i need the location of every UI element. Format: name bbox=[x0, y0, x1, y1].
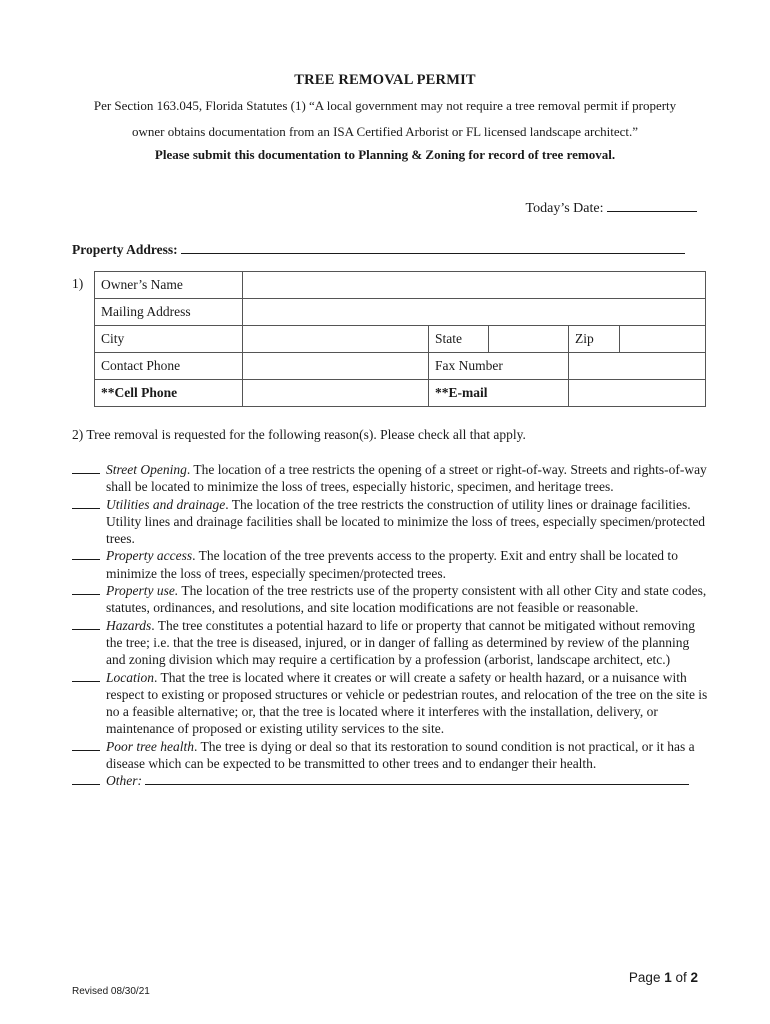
reason-title: Hazards bbox=[106, 617, 152, 633]
other-reason-field[interactable] bbox=[145, 772, 689, 785]
fax-number-label: Fax Number bbox=[429, 353, 569, 380]
reason-item bbox=[72, 496, 712, 548]
reason-text: . The location of a tree restricts the opening of a street or right-of-way. Streets and rights-of-way shall be located to minimize the loss of trees, especially historic, specimen, and heritage trees. bbox=[106, 462, 707, 495]
cell-phone-field[interactable] bbox=[243, 380, 429, 407]
reason-text: . The tree is dying or deal so that its restoration to sound condition is not practical, or it has a disease which can be expected to be transmitted to other trees and to endanger their health. bbox=[106, 738, 695, 772]
owner-name-label: Owner’s Name bbox=[95, 272, 243, 299]
property-address-row bbox=[72, 240, 685, 258]
reason-title: Poor tree health bbox=[106, 738, 194, 754]
property-address-label: Property Address: bbox=[72, 242, 178, 257]
mailing-address-field[interactable] bbox=[243, 299, 706, 326]
reason-title: Street Opening bbox=[106, 462, 187, 477]
reason-checkbox-line[interactable] bbox=[72, 496, 100, 509]
reason-title: Utilities and drainage bbox=[106, 496, 226, 512]
reason-other-item bbox=[72, 772, 712, 789]
page-total: 2 bbox=[690, 970, 698, 985]
contact-phone-label: Contact Phone bbox=[95, 353, 243, 380]
mailing-address-row bbox=[95, 299, 706, 326]
owner-name-field[interactable] bbox=[243, 272, 706, 299]
fax-number-field[interactable] bbox=[569, 353, 706, 380]
reason-item bbox=[72, 738, 712, 773]
page-title: TREE REMOVAL PERMIT bbox=[294, 72, 476, 88]
section-1-number: 1) bbox=[72, 276, 84, 291]
reason-checkbox-line[interactable] bbox=[72, 547, 100, 560]
cell-phone-label: **Cell Phone bbox=[95, 380, 243, 407]
email-field[interactable] bbox=[569, 380, 706, 407]
reason-checkbox-line[interactable] bbox=[72, 582, 100, 595]
reason-title: Property use. bbox=[106, 583, 179, 599]
contact-phone-field[interactable] bbox=[243, 353, 429, 380]
reason-checkbox-line[interactable] bbox=[72, 461, 100, 474]
reason-item bbox=[72, 617, 712, 669]
reason-checkbox-line[interactable] bbox=[72, 738, 100, 751]
submission-instruction: Please submit this documentation to Planning & Zoning for record of tree removal. bbox=[154, 147, 616, 162]
reason-checkbox-line[interactable] bbox=[72, 772, 100, 785]
state-field[interactable] bbox=[489, 326, 569, 353]
reason-item bbox=[72, 669, 712, 738]
reason-text: . The location of the tree prevents access to the property. Exit and entry shall be located to minimize the loss of trees, especially specimen/protected trees. bbox=[106, 548, 678, 581]
intro-text-line-2: owner obtains documentation from an ISA Certified Arborist or FL licensed landscape architect.” bbox=[131, 124, 638, 139]
property-address-field[interactable] bbox=[181, 240, 685, 254]
city-label: City bbox=[95, 326, 243, 353]
reason-checkbox-line[interactable] bbox=[72, 669, 100, 682]
reason-item bbox=[72, 582, 712, 617]
reason-item bbox=[72, 547, 712, 582]
phone-fax-row bbox=[95, 353, 706, 380]
city-field[interactable] bbox=[243, 326, 429, 353]
reason-text: . The location of the tree restricts the construction of utility lines or drainage facilities. Utility lines and drainage facilities shall be located to minimize the loss of trees, especially specimen/protected trees. bbox=[106, 496, 706, 547]
reason-text: . The tree constitutes a potential hazard to life or property that cannot be mitigated without removing the tree; i.e. that the tree is diseased, injured, or in danger of falling as determined by review of the planning and zoning division which may require a certification by a profession (arborist, landscape architect, etc.) bbox=[106, 617, 695, 668]
owner-info-table bbox=[94, 271, 706, 407]
mailing-address-label: Mailing Address bbox=[95, 299, 243, 326]
page-prefix: Page bbox=[628, 970, 665, 985]
reason-text: . That the tree is located where it creates or will create a safety or health hazard, or a nuisance with respect to existing or proposed structures or vehicle or pedestrian routes, and relocation of the tree on the site is no a feasible alternative; or, that the tree is located where it interferes with the installation, delivery, or maintenance of proposed or existing utility services to the site. bbox=[106, 669, 708, 737]
email-label: **E-mail bbox=[429, 380, 569, 407]
page-number bbox=[629, 970, 698, 985]
zip-field[interactable] bbox=[620, 326, 706, 353]
cell-email-row bbox=[95, 380, 706, 407]
zip-label: Zip bbox=[569, 326, 620, 353]
owner-name-row bbox=[95, 272, 706, 299]
revision-date: Revised 08/30/21 bbox=[72, 986, 150, 997]
reason-text: The location of the tree restricts use of the property consistent with all other City and state codes, statutes, ordinances, and resolutions, and site location modifications are not feasible or reasonable. bbox=[106, 583, 707, 616]
page-of: of bbox=[671, 970, 691, 985]
reason-checkbox-line[interactable] bbox=[72, 617, 100, 630]
reason-title: Location bbox=[106, 669, 155, 685]
state-label: State bbox=[429, 326, 489, 353]
reason-title: Property access bbox=[106, 548, 193, 564]
todays-date-label: Today’s Date: bbox=[525, 201, 604, 216]
city-state-zip-row bbox=[95, 326, 706, 353]
todays-date-row bbox=[526, 198, 697, 217]
reason-list bbox=[72, 461, 712, 790]
intro-text-line-1: Per Section 163.045, Florida Statutes (1) “A local government may not require a tree removal permit if property bbox=[93, 98, 677, 113]
reason-item bbox=[72, 461, 712, 496]
other-label: Other: bbox=[106, 773, 142, 789]
section-2-question: 2) Tree removal is requested for the following reason(s). Please check all that apply. bbox=[72, 427, 526, 442]
page-current: 1 bbox=[664, 970, 672, 985]
todays-date-field[interactable] bbox=[607, 198, 697, 212]
